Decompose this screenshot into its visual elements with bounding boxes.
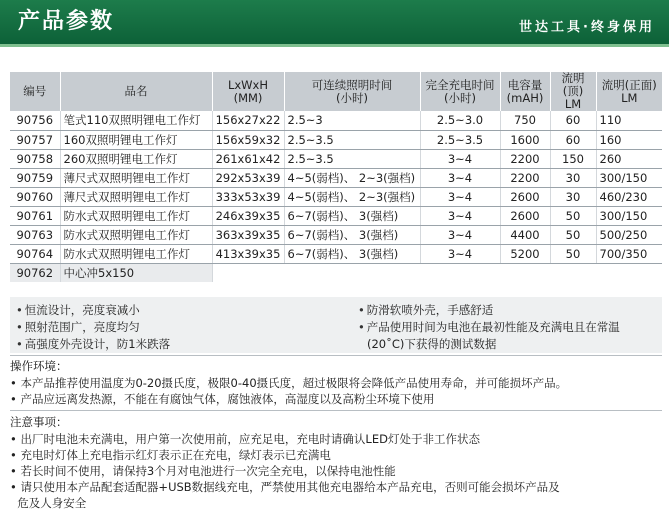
table-cell: 2600 xyxy=(500,187,550,206)
notes-item: 危及人身安全 xyxy=(10,496,87,509)
notes-heading: 注意事项： xyxy=(10,415,68,429)
column-header-line2: (小时) xyxy=(444,90,476,105)
header-divider xyxy=(0,44,669,47)
features-right xyxy=(358,302,658,353)
table-cell: 60 xyxy=(550,130,596,149)
column-header xyxy=(212,72,284,111)
table-cell: 1600 xyxy=(500,130,550,149)
column-header xyxy=(10,72,60,111)
table-cell: 6~7(弱档)、 3(强档) xyxy=(284,206,420,225)
spec-table-container xyxy=(10,72,662,282)
table-cell: 6~7(弱档)、 3(强档) xyxy=(284,244,420,263)
column-header-line1: 编号 xyxy=(23,84,47,98)
column-header-line2: (MM) xyxy=(233,90,263,105)
table-cell: 700/350 xyxy=(596,244,662,263)
table-cell: 300/150 xyxy=(596,168,662,187)
column-header-line2: LM xyxy=(621,90,638,105)
feature-item: • 恒流设计，亮度衰减小 xyxy=(16,303,140,317)
table-cell: 750 xyxy=(500,111,550,130)
table-cell: 90760 xyxy=(10,187,60,206)
table-cell: 260双照明锂电工作灯 xyxy=(60,149,212,168)
column-header xyxy=(500,72,550,111)
environment-heading: 操作环境： xyxy=(10,359,68,373)
column-header xyxy=(550,72,596,111)
table-cell: 2.5~3.5 xyxy=(284,149,420,168)
table-cell: 110 xyxy=(596,111,662,130)
table-body xyxy=(10,111,662,282)
header-band xyxy=(0,0,669,44)
table-cell: 3~4 xyxy=(420,244,500,263)
table-cell: 4400 xyxy=(500,225,550,244)
table-cell: 500/250 xyxy=(596,225,662,244)
table-cell: 150 xyxy=(550,149,596,168)
table-cell: 30 xyxy=(550,187,596,206)
column-header xyxy=(596,72,662,111)
brand-slogan: 世达工具·终身保用 xyxy=(519,20,655,35)
column-header xyxy=(60,72,212,111)
table-cell: 2.5~3 xyxy=(284,111,420,130)
table-cell: 防水式双照明锂电工作灯 xyxy=(60,244,212,263)
table-cell-empty xyxy=(284,263,420,282)
column-header xyxy=(284,72,420,111)
feature-item: • 产品使用时间为电池在最初性能及充满电且在常温 xyxy=(358,320,620,334)
table-cell: 160双照明锂电工作灯 xyxy=(60,130,212,149)
table-cell: 笔式110双照明锂电工作灯 xyxy=(60,111,212,130)
notes-item: • 充电时灯体上充电指示红灯表示正在充电，绿灯表示已充满电 xyxy=(10,448,331,462)
spec-table xyxy=(10,72,662,282)
table-cell: 90762 xyxy=(10,263,60,282)
column-header-line1: 电容量 xyxy=(507,77,543,92)
page-title: 产品参数 xyxy=(18,9,115,34)
table-row xyxy=(10,149,662,168)
feature-item: (20˚C)下获得的测试数据 xyxy=(367,337,497,351)
feature-item: • 高强度外壳设计，防1米跌落 xyxy=(16,337,171,351)
table-cell: 中心冲5x150 xyxy=(60,263,212,282)
table-cell: 246x39x35 xyxy=(212,206,284,225)
table-cell: 156x59x32 xyxy=(212,130,284,149)
table-cell: 3~4 xyxy=(420,149,500,168)
table-cell: 90757 xyxy=(10,130,60,149)
features-left xyxy=(16,302,170,353)
table-cell: 90761 xyxy=(10,206,60,225)
column-header xyxy=(420,72,500,111)
table-cell: 2.5~3.0 xyxy=(420,111,500,130)
table-cell: 防水式双照明锂电工作灯 xyxy=(60,206,212,225)
table-cell: 2.5~3.5 xyxy=(420,130,500,149)
table-cell: 2200 xyxy=(500,149,550,168)
notes-section xyxy=(10,414,662,509)
table-cell: 薄尺式双照明锂电工作灯 xyxy=(60,168,212,187)
table-cell: 4~5(弱档)、 2~3(强档) xyxy=(284,168,420,187)
features-panel xyxy=(10,297,662,353)
column-header-line1: 流明(顶) xyxy=(561,71,585,98)
notes-item: • 若长时间不使用，请保持3个月对电池进行一次完全充电，以保持电池性能 xyxy=(10,464,396,478)
table-cell: 60 xyxy=(550,111,596,130)
table-cell: 156x27x22 xyxy=(212,111,284,130)
table-cell: 4~5(弱档)、 2~3(强档) xyxy=(284,187,420,206)
environment-item: • 本产品推荐使用温度为0-20摄氏度，极限0-40摄氏度，超过极限将会降低产品使用寿命，并可能损坏产品。 xyxy=(10,376,568,390)
table-header-row xyxy=(10,72,662,111)
table-cell: 292x53x39 xyxy=(212,168,284,187)
section-divider xyxy=(10,355,662,356)
table-cell: 460/230 xyxy=(596,187,662,206)
table-cell: 2600 xyxy=(500,206,550,225)
table-cell: 30 xyxy=(550,168,596,187)
column-header-line1: 可连续照明时间 xyxy=(311,77,393,92)
table-cell: 300/150 xyxy=(596,206,662,225)
column-header-line1: 完全充电时间 xyxy=(425,77,495,92)
table-cell-empty xyxy=(212,263,284,282)
table-cell: 90763 xyxy=(10,225,60,244)
table-row xyxy=(10,168,662,187)
table-cell: 薄尺式双照明锂电工作灯 xyxy=(60,187,212,206)
table-row xyxy=(10,225,662,244)
table-cell: 3~4 xyxy=(420,225,500,244)
feature-item: • 照射范围广，亮度均匀 xyxy=(16,320,140,334)
table-cell-empty xyxy=(500,263,550,282)
table-cell-empty xyxy=(550,263,596,282)
notes-item: • 出厂时电池未充满电，用户第一次使用前，应充足电，充电时请确认LED灯处于非工作状态 xyxy=(10,432,480,446)
table-row xyxy=(10,187,662,206)
section-divider xyxy=(10,410,662,411)
table-cell: 6~7(弱档)、 3(强档) xyxy=(284,225,420,244)
column-header-line2: LM xyxy=(564,97,582,111)
table-row xyxy=(10,206,662,225)
table-cell: 90759 xyxy=(10,168,60,187)
table-cell: 50 xyxy=(550,244,596,263)
table-cell-empty xyxy=(420,263,500,282)
table-cell: 防水式双照明锂电工作灯 xyxy=(60,225,212,244)
table-row xyxy=(10,111,662,130)
table-row xyxy=(10,263,662,282)
table-row xyxy=(10,244,662,263)
table-cell: 413x39x35 xyxy=(212,244,284,263)
column-header-line1: 品名 xyxy=(124,84,148,98)
notes-item: • 请只使用本产品配套适配器+USB数据线充电，严禁使用其他充电器给本产品充电，否则可能会损坏产品及 xyxy=(10,480,560,494)
table-cell: 90756 xyxy=(10,111,60,130)
table-cell: 2.5~3.5 xyxy=(284,130,420,149)
table-cell: 90758 xyxy=(10,149,60,168)
table-cell: 363x39x35 xyxy=(212,225,284,244)
environment-item: • 产品应远离发热源，不能在有腐蚀气体，腐蚀液体，高湿度以及高粉尘环境下使用 xyxy=(10,392,435,406)
table-cell: 50 xyxy=(550,225,596,244)
feature-item: • 防滑软喷外壳，手感舒适 xyxy=(358,303,494,317)
table-cell: 160 xyxy=(596,130,662,149)
table-cell-empty xyxy=(596,263,662,282)
table-cell: 2200 xyxy=(500,168,550,187)
table-cell: 5200 xyxy=(500,244,550,263)
table-cell: 261x61x42 xyxy=(212,149,284,168)
table-cell: 50 xyxy=(550,206,596,225)
column-header-line1: 流明(正面) xyxy=(601,77,657,92)
table-cell: 333x53x39 xyxy=(212,187,284,206)
table-cell: 3~4 xyxy=(420,206,500,225)
table-cell: 3~4 xyxy=(420,187,500,206)
table-cell: 90764 xyxy=(10,244,60,263)
column-header-line2: (小时) xyxy=(336,90,368,105)
table-cell: 3~4 xyxy=(420,168,500,187)
environment-section xyxy=(10,358,662,407)
column-header-line1: LxWxH xyxy=(227,77,269,92)
table-row xyxy=(10,130,662,149)
column-header-line2: (mAH) xyxy=(506,90,544,105)
table-cell: 260 xyxy=(596,149,662,168)
